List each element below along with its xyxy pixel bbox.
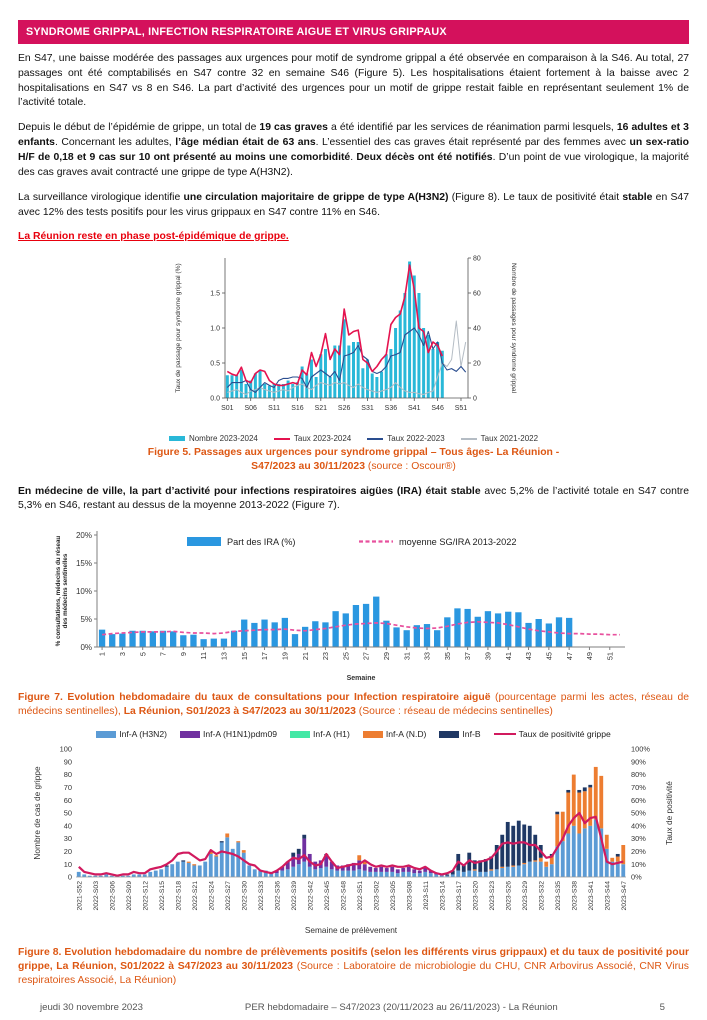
svg-text:5%: 5%: [79, 614, 92, 624]
legend-label: Inf-B: [462, 729, 481, 740]
legend-label: Inf-A (H3N2): [119, 729, 167, 740]
svg-text:45: 45: [543, 651, 553, 660]
footer-title: PER hebdomadaire – S47/2023 (20/11/2023 au 26/11/2023) - La Réunion: [244, 1002, 558, 1013]
svg-text:20: 20: [472, 360, 481, 368]
svg-text:47: 47: [564, 651, 574, 660]
svg-text:0.0: 0.0: [209, 395, 220, 403]
svg-text:30: 30: [63, 834, 72, 844]
svg-text:S21: S21: [314, 405, 327, 413]
svg-text:30%: 30%: [630, 834, 646, 844]
svg-text:3: 3: [117, 651, 127, 656]
figure5-block: [18, 252, 689, 443]
svg-text:25: 25: [340, 651, 350, 660]
svg-text:2023-S20: 2023-S20: [471, 881, 479, 911]
svg-text:S31: S31: [360, 405, 374, 413]
svg-text:2023-S47: 2023-S47: [620, 881, 628, 911]
svg-text:0: 0: [472, 395, 477, 403]
svg-text:11: 11: [198, 651, 208, 660]
svg-text:1.0: 1.0: [209, 325, 220, 333]
svg-text:60%: 60%: [630, 795, 646, 805]
figure7-chart: [51, 525, 657, 688]
svg-text:Part des IRA (%): Part des IRA (%): [226, 536, 295, 547]
svg-text:2023-S02: 2023-S02: [372, 881, 380, 911]
figure8-legend: [18, 729, 689, 739]
svg-text:0: 0: [67, 872, 72, 882]
svg-text:10: 10: [63, 859, 72, 869]
legend-item: [439, 729, 480, 739]
svg-text:S26: S26: [337, 405, 350, 413]
svg-text:100%: 100%: [630, 744, 650, 754]
svg-text:2022-S36: 2022-S36: [273, 881, 281, 911]
svg-text:2022-S21: 2022-S21: [191, 881, 199, 911]
svg-text:2022-S15: 2022-S15: [158, 881, 166, 911]
figure8-block: [18, 741, 689, 942]
legend-label: Taux de positivité grippe: [518, 729, 611, 740]
svg-text:29: 29: [381, 651, 391, 660]
svg-text:2023-S08: 2023-S08: [405, 881, 413, 911]
svg-text:2022-S06: 2022-S06: [108, 881, 116, 911]
svg-text:0.5: 0.5: [209, 360, 220, 368]
svg-text:19: 19: [279, 651, 289, 660]
svg-text:2023-S23: 2023-S23: [488, 881, 496, 911]
svg-text:2022-S27: 2022-S27: [224, 881, 232, 911]
legend-label: Inf-A (H1): [313, 729, 350, 740]
legend-item: [461, 434, 538, 443]
phase-statement: La Réunion reste en phase post-épidémique de grippe.: [18, 230, 289, 242]
paragraph-cas-graves: Depuis le début de l’épidémie de grippe, un total de 19 cas graves a été identifié par les services de réanimation parmi lesquels, 16 adultes et 3 enfants. Concernant les adultes, l’âge médian était de 63 ans. L’essentiel des cas graves était représenté par des femmes avec un sex-ratio H/F de 0,18 et 9 cas sur 10 ont présenté au moins une comorbidité. Deux décès ont été notifiés. D’un point de vue virologique, la majorité des cas graves avait contracté une grippe de type A(H3N2).: [18, 122, 689, 178]
svg-text:Nombre de cas de grippe: Nombre de cas de grippe: [31, 766, 42, 860]
fig7-bars: [98, 596, 571, 646]
page-footer: [0, 1002, 707, 1013]
legend-label: Inf-A (H1N1)pdm09: [202, 729, 278, 740]
svg-text:S41: S41: [407, 405, 420, 413]
svg-text:% consultations, médecins du r: % consultations, médecins du réseaudes médecins sentinelles: [54, 535, 69, 646]
svg-text:2023-S35: 2023-S35: [554, 881, 562, 911]
svg-text:50%: 50%: [630, 808, 646, 818]
svg-text:2023-S44: 2023-S44: [603, 881, 611, 911]
svg-text:Taux de positivité: Taux de positivité: [663, 781, 674, 845]
legend-swatch: [494, 733, 516, 736]
svg-text:60: 60: [63, 795, 72, 805]
svg-text:2023-S14: 2023-S14: [438, 881, 446, 911]
svg-text:2022-S39: 2022-S39: [290, 881, 298, 911]
svg-text:21: 21: [300, 651, 310, 660]
svg-text:43: 43: [523, 651, 533, 660]
svg-text:60: 60: [472, 290, 481, 298]
svg-text:10%: 10%: [75, 586, 92, 596]
paragraph-virologie: La surveillance virologique identifie une circulation majoritaire de grippe de type A(H3N2) (Figure 8). Le taux de positivité était stable en S47 avec 12% des tests positifs pour les virus grippaux en S47 contre 11% en S46.: [18, 191, 689, 218]
svg-text:S46: S46: [430, 405, 444, 413]
svg-text:39: 39: [483, 651, 493, 660]
figure5-caption: Figure 5. Passages aux urgences pour syndrome grippal – Tous âges- La Réunion - S47/2023 au 30/11/2023 (source : Oscour®): [147, 447, 560, 473]
legend-item: [169, 434, 258, 443]
svg-text:1: 1: [97, 651, 107, 656]
svg-text:2023-S41: 2023-S41: [587, 881, 595, 911]
svg-text:0%: 0%: [79, 642, 92, 652]
legend-item: [363, 729, 427, 739]
svg-text:40: 40: [472, 325, 481, 333]
legend-label: Inf-A (N.D): [385, 729, 427, 740]
legend-swatch: [363, 731, 383, 738]
legend-swatch: [180, 731, 200, 738]
figure5-legend: [169, 434, 538, 443]
svg-text:90%: 90%: [630, 757, 646, 767]
figure5-svg: [168, 252, 540, 428]
section-title: SYNDROME GRIPPAL, INFECTION RESPIRATOIRE AIGUE ET VIRUS GRIPPAUX: [26, 26, 447, 38]
svg-text:2022-S24: 2022-S24: [207, 881, 215, 911]
svg-text:2023-S11: 2023-S11: [422, 881, 430, 911]
svg-text:41: 41: [503, 651, 513, 660]
legend-swatch: [367, 438, 383, 440]
legend-swatch: [439, 731, 459, 738]
svg-text:49: 49: [584, 651, 594, 660]
legend-swatch: [461, 438, 477, 440]
svg-text:moyenne SG/IRA 2013-2022: moyenne SG/IRA 2013-2022: [398, 536, 516, 547]
figure7-block: [18, 525, 689, 688]
page-number: 5: [659, 1002, 665, 1013]
svg-text:17: 17: [259, 651, 269, 660]
legend-label: Nombre 2023-2024: [188, 434, 258, 444]
legend-label: Taux 2021-2022: [480, 434, 539, 444]
svg-text:S51: S51: [454, 405, 467, 413]
svg-text:27: 27: [361, 651, 371, 660]
svg-text:50: 50: [63, 808, 72, 818]
svg-text:2022-S51: 2022-S51: [356, 881, 364, 911]
svg-text:2022-S18: 2022-S18: [174, 881, 182, 911]
svg-text:S01: S01: [220, 405, 234, 413]
svg-text:90: 90: [63, 757, 72, 767]
svg-text:40%: 40%: [630, 821, 646, 831]
svg-text:2023-S05: 2023-S05: [389, 881, 397, 911]
svg-text:20: 20: [63, 847, 72, 857]
svg-text:Nombre de passages pour syndro: Nombre de passages pour syndrome grippal: [509, 263, 517, 394]
footer-date: jeudi 30 novembre 2023: [40, 1002, 143, 1013]
svg-text:2022-S33: 2022-S33: [257, 881, 265, 911]
paragraph-urgences: En S47, une baisse modérée des passages aux urgences pour motif de syndrome grippal a été observée en comparaison à la S46. Au total, 27 passages ont été comptabilisés en S47 contre 32 en semaine S46 (Figure 5). Les hospitalisations étaient fortement à la baisse avec 2 hospitalisations en S47 vs 8 en S46. La part d’activité des urgences pour un motif de grippe restait faible en représentant seulement 1% de l’activité totale.: [18, 53, 689, 109]
legend-item: [290, 729, 350, 739]
svg-text:10%: 10%: [630, 859, 646, 869]
legend-item: [180, 729, 277, 739]
svg-text:23: 23: [320, 651, 330, 660]
svg-text:Semaine de prélèvement: Semaine de prélèvement: [304, 925, 397, 936]
svg-text:S36: S36: [384, 405, 397, 413]
figure8-chart: [30, 741, 678, 942]
svg-text:51: 51: [604, 651, 614, 660]
svg-text:70%: 70%: [630, 783, 646, 793]
svg-text:0%: 0%: [630, 872, 642, 882]
svg-text:2023-S32: 2023-S32: [537, 881, 545, 911]
svg-text:70: 70: [63, 783, 72, 793]
svg-text:S11: S11: [267, 405, 280, 413]
legend-item: [274, 434, 351, 443]
svg-text:100: 100: [59, 744, 72, 754]
svg-text:2023-S17: 2023-S17: [455, 881, 463, 911]
svg-text:2022-S09: 2022-S09: [125, 881, 133, 911]
svg-text:5: 5: [137, 651, 147, 656]
svg-text:S06: S06: [243, 405, 257, 413]
fig8-stacked-bars: [76, 767, 624, 877]
svg-text:2023-S26: 2023-S26: [504, 881, 512, 911]
legend-item: [494, 729, 611, 739]
svg-text:80%: 80%: [630, 770, 646, 780]
svg-text:2021-S52: 2021-S52: [75, 881, 83, 911]
svg-text:20%: 20%: [630, 847, 646, 857]
section-header: [18, 20, 689, 44]
legend-item: [96, 729, 167, 739]
svg-text:2023-S38: 2023-S38: [570, 881, 578, 911]
svg-text:40: 40: [63, 821, 72, 831]
figure7-caption: Figure 7. Evolution hebdomadaire du taux de consultations pour Infection respiratoire aiguë (pourcentage parmi les actes, réseau de médecins sentinelles), La Réunion, S01/2023 à S47/2023 au 30/11/2023 (Source : réseau de médecins sentinelles): [18, 691, 690, 717]
svg-text:15: 15: [239, 651, 249, 660]
svg-text:1.5: 1.5: [209, 290, 220, 298]
svg-text:15%: 15%: [75, 558, 92, 568]
legend-label: Taux 2023-2024: [293, 434, 352, 444]
svg-text:13: 13: [219, 651, 229, 660]
figure8-caption: Figure 8. Evolution hebdomadaire du nombre de prélèvements positifs (selon les différents virus grippaux) et du taux de positivité pour grippe, La Réunion, S01/2022 à S47/2023 au 30/11/2023 (Source : Laboratoire de microbiologie du CHU, CNR Arbovirus Associé, CNR Virus respiratoires Associé, La Réunion): [18, 947, 690, 987]
svg-text:Semaine: Semaine: [346, 674, 375, 682]
bulletin-page: [0, 20, 707, 1020]
svg-text:S16: S16: [290, 405, 304, 413]
figure5-chart: [168, 252, 540, 433]
svg-text:2022-S42: 2022-S42: [306, 881, 314, 911]
svg-text:31: 31: [401, 651, 411, 660]
svg-text:80: 80: [63, 770, 72, 780]
svg-text:80: 80: [472, 255, 481, 263]
legend-swatch: [290, 731, 310, 738]
svg-text:9: 9: [178, 651, 188, 656]
svg-text:35: 35: [442, 651, 452, 660]
svg-text:7: 7: [158, 651, 168, 656]
svg-text:33: 33: [422, 651, 432, 660]
svg-text:20%: 20%: [75, 530, 92, 540]
svg-text:2023-S29: 2023-S29: [521, 881, 529, 911]
paragraph-medecine-ville: En médecine de ville, la part d’activité pour infections respiratoires aigües (IRA) était stable avec 5,2% de l’activité totale en S47 contre 5,3% en S46, restant au dessus de la moyenne 2013-2022 (Figure 7).: [18, 485, 689, 512]
legend-label: Taux 2022-2023: [387, 434, 445, 444]
legend-swatch: [274, 438, 290, 440]
legend-swatch: [169, 436, 185, 441]
svg-text:37: 37: [462, 651, 472, 660]
svg-text:2022-S03: 2022-S03: [92, 881, 100, 911]
svg-text:2022-S30: 2022-S30: [240, 881, 248, 911]
legend-swatch: [96, 731, 116, 738]
svg-text:Taux de passage pour syndrome: Taux de passage pour syndrome grippal (%): [174, 263, 182, 393]
figure7-svg: [51, 525, 657, 683]
svg-text:2022-S48: 2022-S48: [339, 881, 347, 911]
figure8-svg: [30, 741, 678, 937]
page-content: [0, 20, 707, 988]
svg-text:2022-S12: 2022-S12: [141, 881, 149, 911]
legend-item: [367, 434, 444, 443]
svg-text:2022-S45: 2022-S45: [323, 881, 331, 911]
